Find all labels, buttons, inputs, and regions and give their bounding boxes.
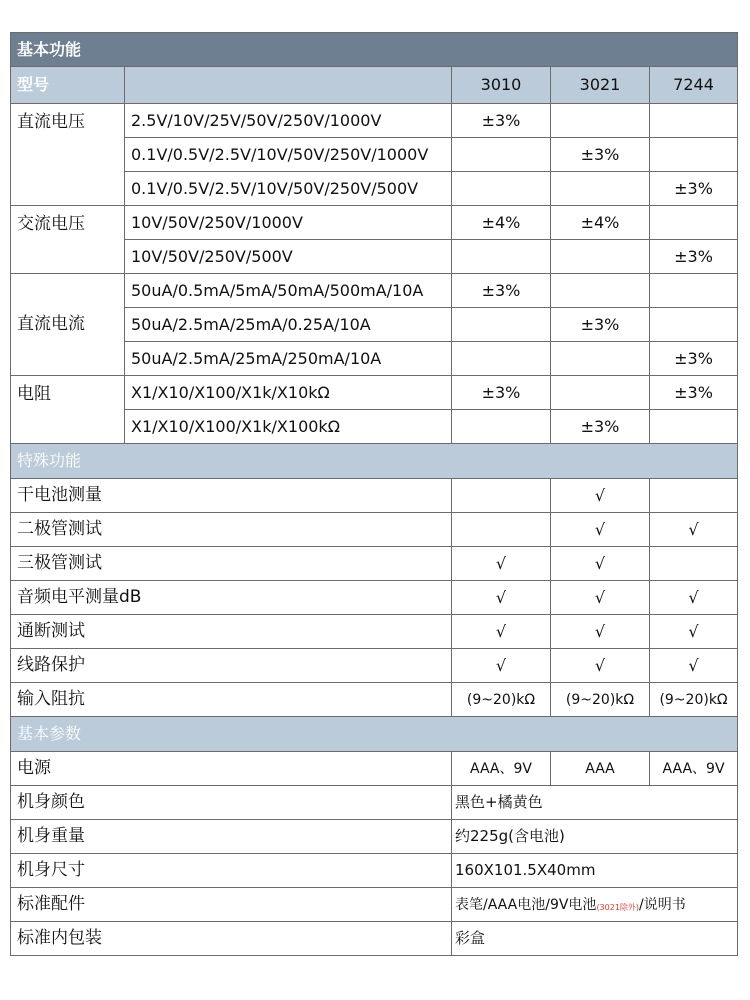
check-cell: √ bbox=[452, 581, 551, 615]
section-header-basic-functions bbox=[11, 33, 738, 67]
check-cell: √ bbox=[650, 513, 738, 547]
feature-name: 输入阻抗 bbox=[11, 683, 452, 717]
value-cell bbox=[650, 138, 738, 172]
table-row bbox=[11, 683, 738, 717]
check-cell: √ bbox=[650, 649, 738, 683]
table-row bbox=[11, 274, 738, 308]
feature-name: 二极管测试 bbox=[11, 513, 452, 547]
value-cell bbox=[650, 104, 738, 138]
range-cell: 0.1V/0.5V/2.5V/10V/50V/250V/500V bbox=[125, 172, 452, 206]
param-name: 机身颜色 bbox=[11, 786, 452, 820]
table-row bbox=[11, 547, 738, 581]
value-cell: ±3% bbox=[650, 172, 738, 206]
value-cell bbox=[650, 410, 738, 444]
check-cell: √ bbox=[551, 479, 650, 513]
check-cell: √ bbox=[452, 547, 551, 581]
check-cell bbox=[452, 479, 551, 513]
check-cell: √ bbox=[650, 615, 738, 649]
value-cell: ±3% bbox=[650, 342, 738, 376]
param-value: 黑色+橘黄色 bbox=[452, 786, 738, 820]
check-cell: √ bbox=[650, 581, 738, 615]
table-row bbox=[11, 479, 738, 513]
table-row bbox=[11, 649, 738, 683]
section-title-special-functions: 特殊功能 bbox=[11, 444, 738, 479]
param-value: 彩盒 bbox=[452, 922, 738, 956]
param-name: 机身重量 bbox=[11, 820, 452, 854]
model-label-spacer bbox=[125, 67, 452, 104]
value-cell bbox=[551, 172, 650, 206]
value-cell bbox=[551, 104, 650, 138]
table-row bbox=[11, 513, 738, 547]
value-cell bbox=[452, 240, 551, 274]
range-cell: X1/X10/X100/X1k/X10kΩ bbox=[125, 376, 452, 410]
power-cell: AAA、9V bbox=[650, 752, 738, 786]
accessories-value bbox=[452, 888, 738, 922]
table-row bbox=[11, 854, 738, 888]
range-cell: 10V/50V/250V/1000V bbox=[125, 206, 452, 240]
value-cell bbox=[650, 274, 738, 308]
impedance-cell: (9~20)kΩ bbox=[650, 683, 738, 717]
group-label-resistance: 电阻 bbox=[11, 376, 125, 444]
value-cell: ±3% bbox=[452, 376, 551, 410]
value-cell bbox=[452, 410, 551, 444]
power-cell: AAA bbox=[551, 752, 650, 786]
value-cell: ±3% bbox=[452, 104, 551, 138]
group-label-dc-current: 直流电流 bbox=[11, 274, 125, 376]
accessories-main: 表笔/AAA电池/9V电池 bbox=[455, 896, 597, 913]
feature-name: 通断测试 bbox=[11, 615, 452, 649]
group-label-dc-voltage: 直流电压 bbox=[11, 104, 125, 206]
range-cell: 50uA/0.5mA/5mA/50mA/500mA/10A bbox=[125, 274, 452, 308]
accessories-tail: /说明书 bbox=[639, 896, 686, 913]
table-row bbox=[11, 922, 738, 956]
param-value: 160X101.5X40mm bbox=[452, 854, 738, 888]
value-cell: ±3% bbox=[551, 308, 650, 342]
value-cell bbox=[650, 308, 738, 342]
table-row bbox=[11, 376, 738, 410]
check-cell: √ bbox=[551, 649, 650, 683]
value-cell bbox=[551, 274, 650, 308]
check-cell: √ bbox=[452, 649, 551, 683]
model-3021: 3021 bbox=[551, 67, 650, 104]
model-7244: 7244 bbox=[650, 67, 738, 104]
value-cell bbox=[452, 308, 551, 342]
table-row bbox=[11, 786, 738, 820]
section-header-special-functions bbox=[11, 444, 738, 479]
table-row bbox=[11, 888, 738, 922]
check-cell: √ bbox=[551, 547, 650, 581]
range-cell: 10V/50V/250V/500V bbox=[125, 240, 452, 274]
param-name: 机身尺寸 bbox=[11, 854, 452, 888]
group-label-ac-voltage: 交流电压 bbox=[11, 206, 125, 274]
value-cell: ±3% bbox=[650, 376, 738, 410]
spec-table bbox=[10, 32, 738, 956]
check-cell: √ bbox=[551, 513, 650, 547]
impedance-cell: (9~20)kΩ bbox=[551, 683, 650, 717]
value-cell bbox=[452, 342, 551, 376]
check-cell bbox=[650, 479, 738, 513]
table-row bbox=[11, 752, 738, 786]
value-cell bbox=[650, 206, 738, 240]
range-cell: 50uA/2.5mA/25mA/0.25A/10A bbox=[125, 308, 452, 342]
feature-name: 三极管测试 bbox=[11, 547, 452, 581]
value-cell bbox=[551, 342, 650, 376]
table-row bbox=[11, 206, 738, 240]
table-row bbox=[11, 820, 738, 854]
table-row bbox=[11, 104, 738, 138]
model-3010: 3010 bbox=[452, 67, 551, 104]
model-label: 型号 bbox=[11, 67, 125, 104]
value-cell bbox=[452, 138, 551, 172]
power-cell: AAA、9V bbox=[452, 752, 551, 786]
param-name: 标准配件 bbox=[11, 888, 452, 922]
check-cell: √ bbox=[452, 615, 551, 649]
value-cell bbox=[452, 172, 551, 206]
check-cell bbox=[452, 513, 551, 547]
feature-name: 线路保护 bbox=[11, 649, 452, 683]
param-value: 约225g(含电池) bbox=[452, 820, 738, 854]
value-cell: ±3% bbox=[551, 410, 650, 444]
feature-name: 音频电平测量dB bbox=[11, 581, 452, 615]
param-name: 标准内包装 bbox=[11, 922, 452, 956]
value-cell bbox=[551, 240, 650, 274]
range-cell: 0.1V/0.5V/2.5V/10V/50V/250V/1000V bbox=[125, 138, 452, 172]
accessories-note: (3021除外) bbox=[596, 902, 640, 912]
section-title-basic-params: 基本参数 bbox=[11, 717, 738, 752]
value-cell: ±4% bbox=[452, 206, 551, 240]
value-cell: ±3% bbox=[551, 138, 650, 172]
range-cell: X1/X10/X100/X1k/X100kΩ bbox=[125, 410, 452, 444]
check-cell: √ bbox=[551, 615, 650, 649]
param-name: 电源 bbox=[11, 752, 452, 786]
range-cell: 50uA/2.5mA/25mA/250mA/10A bbox=[125, 342, 452, 376]
check-cell: √ bbox=[551, 581, 650, 615]
value-cell: ±4% bbox=[551, 206, 650, 240]
value-cell: ±3% bbox=[452, 274, 551, 308]
section-header-basic-params bbox=[11, 717, 738, 752]
check-cell bbox=[650, 547, 738, 581]
value-cell: ±3% bbox=[650, 240, 738, 274]
table-row bbox=[11, 615, 738, 649]
impedance-cell: (9~20)kΩ bbox=[452, 683, 551, 717]
range-cell: 2.5V/10V/25V/50V/250V/1000V bbox=[125, 104, 452, 138]
model-header-row bbox=[11, 67, 738, 104]
feature-name: 干电池测量 bbox=[11, 479, 452, 513]
section-title-basic-functions: 基本功能 bbox=[11, 33, 738, 67]
value-cell bbox=[551, 376, 650, 410]
table-row bbox=[11, 581, 738, 615]
